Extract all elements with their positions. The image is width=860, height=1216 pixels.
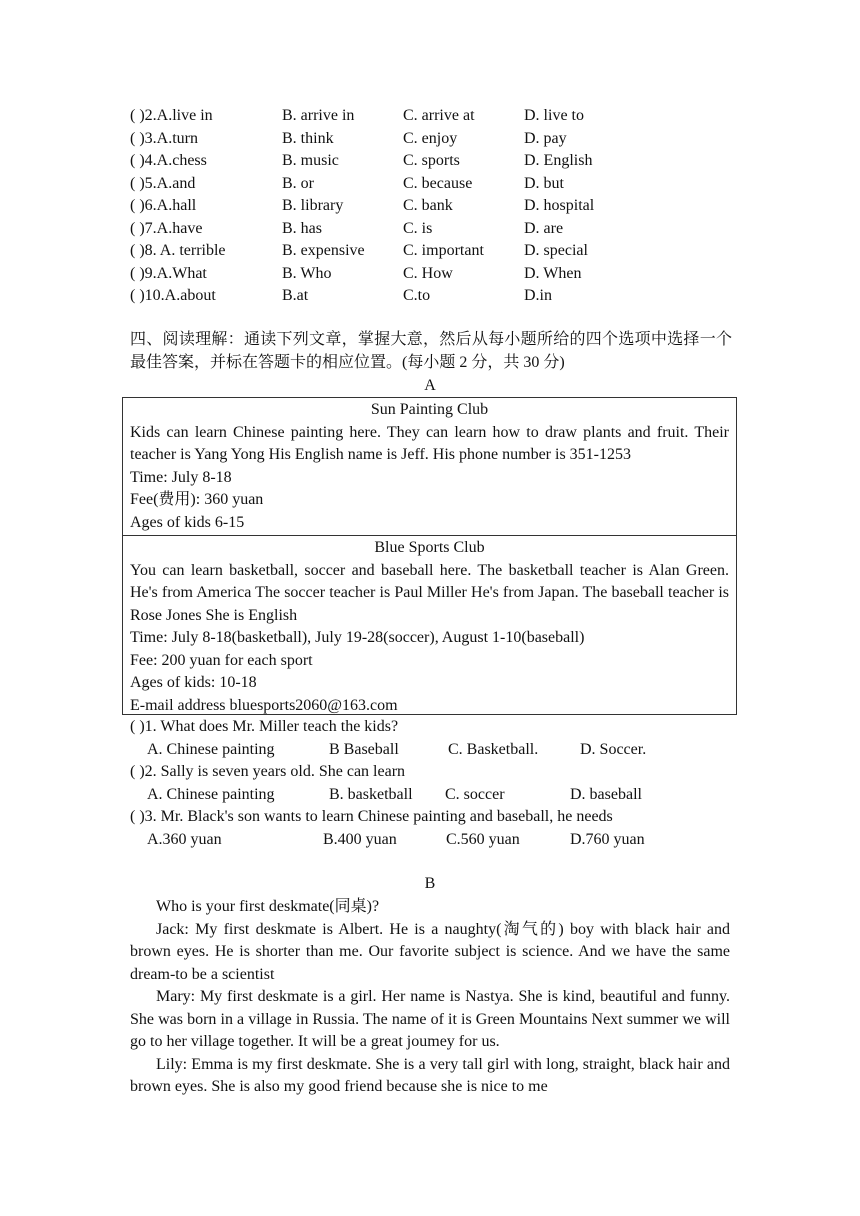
option-c: C. sports xyxy=(403,152,460,169)
club-title: Blue Sports Club xyxy=(374,539,485,556)
option-b: B. think xyxy=(282,129,334,147)
option-c: C. Basketball. xyxy=(448,740,539,758)
option-row-2 xyxy=(130,105,730,127)
option-a: A. Chinese painting xyxy=(147,740,275,758)
club-time: Time: July 8-18 xyxy=(130,468,232,486)
question-1-options xyxy=(147,739,747,761)
option-a: ( )2.A.live in xyxy=(130,107,213,124)
question-2: ( )2. Sally is seven years old. She can learn xyxy=(130,763,406,780)
option-c: C. arrive at xyxy=(403,107,475,124)
option-b: B. music xyxy=(282,152,339,169)
option-b: B.400 yuan xyxy=(323,830,397,848)
option-d: D. hospital xyxy=(524,197,595,214)
option-b: B. or xyxy=(282,174,314,192)
club-time: Time: July 8-18(basketball), July 19-28(soccer), August 1-10(baseball) xyxy=(130,629,585,646)
option-a: ( )9.A.What xyxy=(130,264,207,282)
option-row-6 xyxy=(130,195,730,217)
option-b: B. has xyxy=(282,219,322,237)
option-b: B. Who xyxy=(282,264,332,282)
option-d: D. live to xyxy=(524,107,584,124)
passage-label-a: A xyxy=(424,377,436,394)
option-c: C. important xyxy=(403,242,484,259)
passage-b-intro: Who is your first deskmate(同桌)? xyxy=(156,898,380,915)
club-email: E-mail address bluesports2060@163.com xyxy=(130,696,398,714)
option-row-7 xyxy=(130,218,730,240)
club-description: You can learn basketball, soccer and baseball here. The basketball teacher is Alan Green. He's from America The soccer teacher is Paul Miller He's from Japan. The baseball teacher is Rose Jones She is English xyxy=(130,561,729,624)
option-d: D. When xyxy=(524,264,582,282)
club-fee: Fee: 200 yuan for each sport xyxy=(130,651,313,669)
option-d: D.in xyxy=(524,287,552,304)
option-b: B Baseball xyxy=(329,740,399,758)
option-c: C. because xyxy=(403,174,473,192)
option-a: ( )7.A.have xyxy=(130,219,203,237)
option-b: B.at xyxy=(282,287,309,304)
passage-b-jack: Jack: My first deskmate is Albert. He is a naughty(淘气的) boy with black hair and brown eyes. He is shorter than me. Our favorite subject is science. And we have the same dream-to be a scientist xyxy=(130,920,730,983)
option-c: C.to xyxy=(403,287,431,304)
option-row-5 xyxy=(130,173,730,195)
passage-label-b: B xyxy=(424,875,436,892)
option-row-4 xyxy=(130,150,730,172)
question-2-options xyxy=(147,784,747,806)
option-b: B. library xyxy=(282,197,344,214)
question-1: ( )1. What does Mr. Miller teach the kids? xyxy=(130,718,399,735)
option-row-10 xyxy=(130,285,730,307)
club-ages: Ages of kids 6-15 xyxy=(130,513,245,531)
option-d: D. Soccer. xyxy=(580,740,647,758)
option-a: A.360 yuan xyxy=(147,830,222,848)
club-ages: Ages of kids: 10-18 xyxy=(130,674,257,691)
question-3: ( )3. Mr. Black's son wants to learn Chinese painting and baseball, he needs xyxy=(130,808,613,825)
option-d: D. special xyxy=(524,242,588,259)
option-c: C.560 yuan xyxy=(446,830,520,848)
club-title: Sun Painting Club xyxy=(370,401,489,418)
section-heading: 四、阅读理解：通读下列文章，掌握大意，然后从每小题所给的四个选项中选择一个最佳答案，并标在答题卡的相应位置。(每小题 2 分，共 30 分) xyxy=(130,331,732,371)
sun-painting-club-box xyxy=(122,397,737,536)
option-c: C. bank xyxy=(403,197,453,214)
option-c: C. How xyxy=(403,264,453,282)
question-3-options xyxy=(147,829,747,851)
option-a: ( )4.A.chess xyxy=(130,152,207,169)
option-c: C. is xyxy=(403,219,433,237)
passage-b-lily: Lily: Emma is my first deskmate. She is a very tall girl with long, straight, black hair and brown eyes. She is also my good friend because she is nice to me xyxy=(130,1055,730,1095)
option-d: D. but xyxy=(524,174,564,192)
option-a: ( )6.A.hall xyxy=(130,197,197,214)
option-row-3 xyxy=(130,128,730,150)
club-fee: Fee(费用): 360 yuan xyxy=(130,491,264,508)
option-d: D. are xyxy=(524,219,564,237)
option-a: ( )8. A. terrible xyxy=(130,242,226,259)
option-d: D.760 yuan xyxy=(570,830,645,848)
club-description: Kids can learn Chinese painting here. They can learn how to draw plants and fruit. Their teacher is Yang Yong His English name is Jeff. His phone number is 351-1253 xyxy=(130,423,729,463)
option-b: B. arrive in xyxy=(282,107,355,124)
blue-sports-club-box xyxy=(122,535,737,715)
option-row-9 xyxy=(130,263,730,285)
option-a: ( )10.A.about xyxy=(130,287,216,304)
option-d: D. English xyxy=(524,152,593,169)
option-d: D. pay xyxy=(524,129,567,147)
option-c: C. enjoy xyxy=(403,129,458,147)
passage-b-mary: Mary: My first deskmate is a girl. Her name is Nastya. She is kind, beautiful and funny. She was born in a village in Russia. The name of it is Green Mountains Next summer we will go to her village together. It will be a great joumey for us. xyxy=(130,988,730,1050)
option-a: A. Chinese painting xyxy=(147,785,275,803)
option-b: B. basketball xyxy=(329,785,413,803)
option-c: C. soccer xyxy=(445,785,505,803)
option-d: D. baseball xyxy=(570,785,642,803)
option-b: B. expensive xyxy=(282,242,365,259)
option-a: ( )5.A.and xyxy=(130,174,196,192)
option-row-8 xyxy=(130,240,730,262)
option-a: ( )3.A.turn xyxy=(130,129,198,147)
